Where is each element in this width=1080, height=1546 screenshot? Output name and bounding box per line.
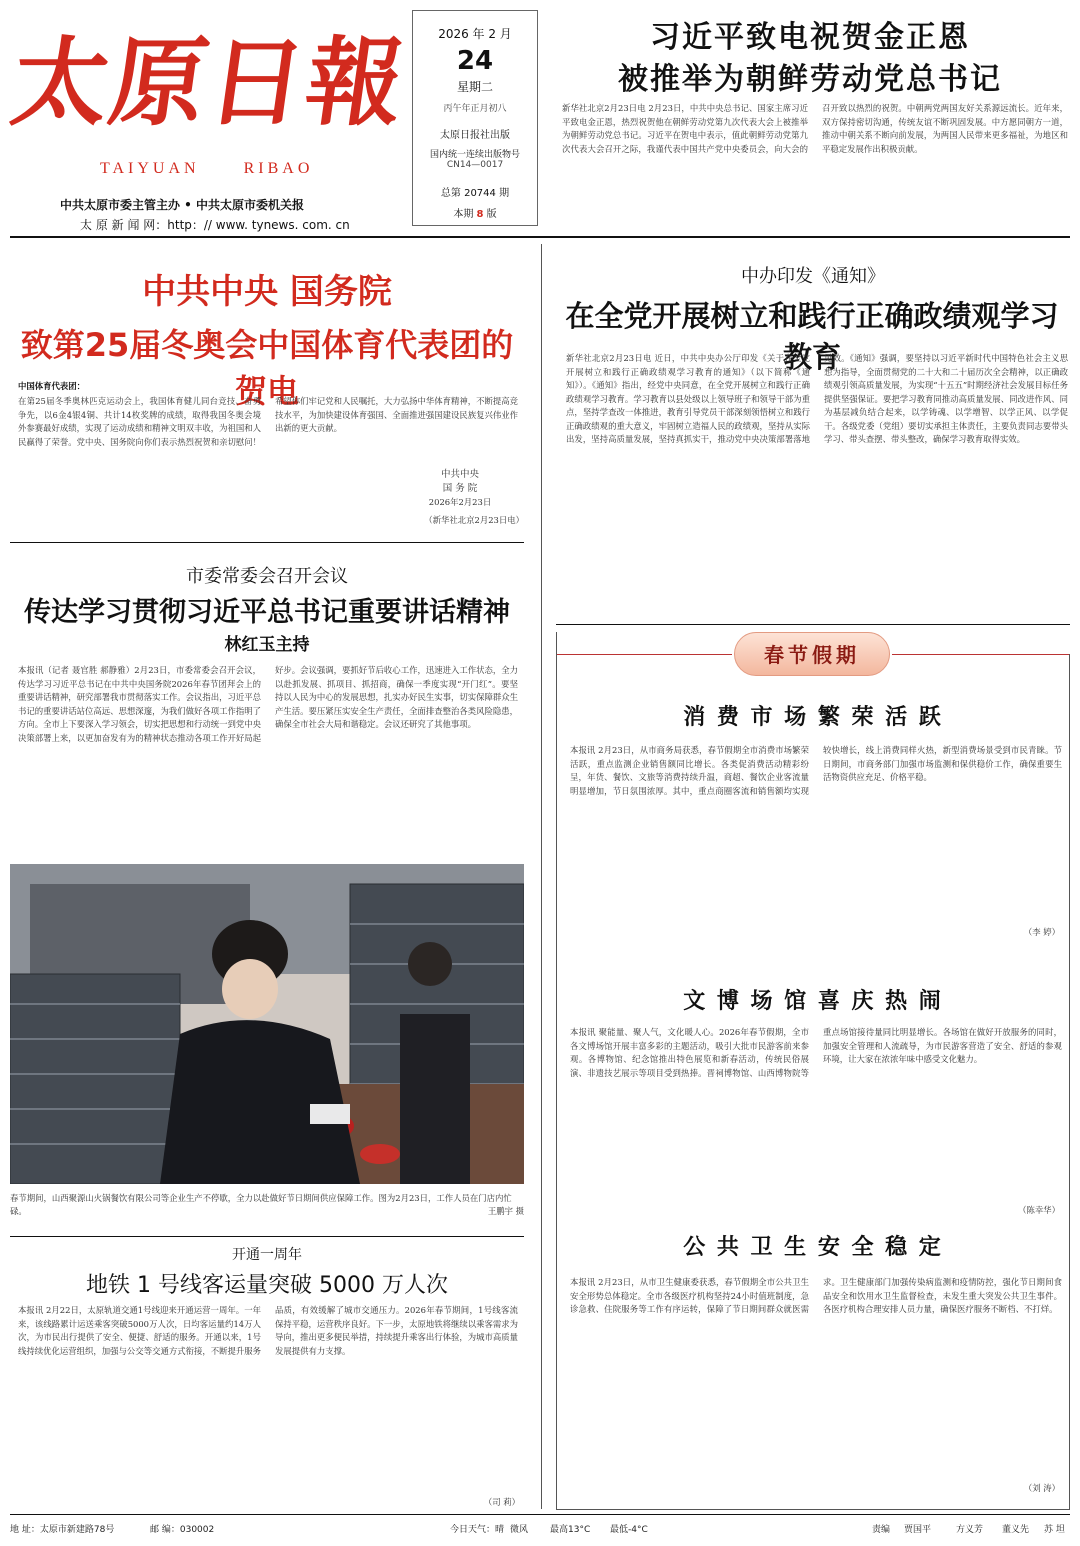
notice-body: 新华社北京2月23日电 近日，中共中央办公厅印发《关于在全党开展树立和践行正确政绩观学习教育的通知》（以下简称《通知》）。《通知》指出，经党中央同意，在全党开展树立和践行正确政绩观学习教育。学习教育以县处级以上领导班子和领导干部为重点，坚持学查改一体推进，教育引导党员干部深刻领悟树立和践行正确政绩观的重大意义，牢固树立造福人民的政绩观，坚持从实际出发，坚持高质量发展，坚持真抓实干，推动党中央决策部署落地见效。《通知》强调，要坚持以习近平新时代中国特色社会主义思想为指导，全面贯彻党的二十大和二十届历次全会精神，以正确政绩观引领高质量发展，为实现“十五五”时期经济社会发展目标任务提供坚强保证。要把学习教育同推动高质量发展、同改进作风、同为基层减负结合起来，以学铸魂、以学增智、以学正风、以学促干。各级党委（党组）要切实承担主体责任，主要负责同志要带头学习、带头查摆、带头整改，确保学习教育取得实效。: [566, 353, 1068, 444]
metro-kicker: 开通一周年: [232, 1247, 302, 1263]
date-day: 24: [456, 46, 494, 76]
health-byline: （刘 涛）: [1023, 1483, 1060, 1493]
divider-left-2: [10, 1236, 524, 1237]
photo-caption: 春节期间，山西聚源山火锅餐饮有限公司等企业生产不停歇，全力以赴做好节日期间供应保障工作。图为2月23日，工作人员在门店内忙碌。 王鹏宇 摄: [10, 1193, 524, 1216]
badge-line-right: [892, 654, 1070, 655]
footer-editor-2: 方义芳: [956, 1525, 984, 1535]
cn-label: 国内统一连续出版物号: [429, 150, 520, 160]
column-divider: [541, 244, 542, 1509]
newspaper-logo: 太原日報: [4, 26, 413, 139]
standing-body: 本报讯（记者 聂官胜 郝静雅）2月23日，市委常委会召开会议，传达学习习近平总书记在中共中央国务院2026年春节团拜会上的重要讲话精神，研究部署我市贯彻落实工作。会议指出，习近平总书记的重要讲话站位高远、思想深邃，为我们做好各项工作指明了方向。全市上下要深入学习领会，切实把思想和行动统一到党中央决策部署上来，以更加奋发有为的精神状态推动各项工作开好局起好步。会议强调，要抓好节后收心工作，迅速进入工作状态，全力以赴抓发展、抓项目、抓招商，确保一季度实现“开门红”。要坚持以人民为中心的发展思想，扎实办好民生实事，切实保障群众生产生活。要压紧压实安全生产责任，全面排查整治各类风险隐患，确保全市社会大局和谐稳定。会议还研究了其他事项。: [18, 665, 518, 743]
congrats-signature-1: 中共中央: [440, 469, 479, 480]
divider-left-1: [10, 542, 524, 543]
badge-line-left: [556, 654, 732, 655]
total-issue: 总第 20744 期: [440, 188, 510, 199]
metro-byline: （司 莉）: [483, 1497, 520, 1507]
date-box: [412, 10, 538, 226]
masthead-divider: [10, 236, 1070, 238]
photo-credit: 王鹏宇 摄: [487, 1206, 524, 1216]
congrats-headline-1[interactable]: 中共中央 国务院: [142, 272, 392, 312]
divider-right-1: [556, 624, 1070, 625]
health-body: 本报讯 2月23日，从市卫生健康委获悉，春节假期全市公共卫生安全形势总体稳定。全市各级医疗机构坚持24小时值班制度，急诊急救、住院服务等工作有序运转，保障了节日期间群众就医需求。卫生健康部门加强传染病监测和疫情防控，强化节日期间食品安全和饮用水卫生监督检查，未发生重大突发公共卫生事件。各医疗机构合理安排人员力量，确保医疗服务不断档、不打烊。: [570, 1277, 1062, 1314]
museum-body: 本报讯 聚能量、聚人气，文化暖人心。2026年春节假期，全市各文博场馆开展丰富多彩的主题活动，吸引大批市民游客前来参观。各博物馆、纪念馆推出特色展览和新春活动，传统民俗展演、非遗技艺展示等项目受到热捧。晋祠博物馆、山西博物院等重点场馆接待量同比明显增长。各场馆在做好开放服务的同时，加强安全管理和人流疏导，为市民游客营造了安全、舒适的参观环境，让大家在浓浓年味中感受文化魅力。: [570, 1027, 1062, 1078]
congrats-signature-2: 国 务 院: [442, 483, 478, 494]
footer-weather: 今日天气：晴: [450, 1525, 505, 1535]
footer-max-temp: 最高13°C: [550, 1525, 591, 1535]
footer-address: 地 址：太原市新建路78号: [10, 1525, 115, 1535]
metro-headline[interactable]: 地铁 1 号线客运量突破 5000 万人次: [86, 1273, 448, 1298]
consumption-byline: （李 婷）: [1023, 927, 1060, 937]
consumption-headline[interactable]: 消 费 市 场 繁 荣 活 跃: [683, 705, 943, 730]
consumption-body: 本报讯 2月23日，从市商务局获悉，春节假期全市消费市场繁荣活跃，重点监测企业销售额同比增长。各类促消费活动精彩纷呈，年货、餐饮、文旅等消费持续升温，商超、餐饮企业客流量明显增加，节日氛围浓厚。其中，重点商圈客流和销售额均实现较快增长，线上消费同样火热，新型消费场景受到市民青睐。节日期间，市商务部门加强市场监测和保供稳价工作，确保重要生活物资供应充足、价格平稳。: [570, 745, 1062, 796]
lunar-date: 丙午年正月初八: [443, 104, 507, 114]
footer-editor-label: 责编: [872, 1525, 891, 1535]
top-story-headline-1[interactable]: 习近平致电祝贺金正恩: [650, 20, 970, 55]
footer-divider: [10, 1514, 1070, 1515]
footer-editor-4: 苏 坦: [1044, 1525, 1065, 1535]
standing-kicker: 市委常委会召开会议: [186, 566, 348, 587]
masthead-romanization: [100, 160, 349, 178]
top-story-body: 新华社北京2月23日电 2月23日，中共中央总书记、国家主席习近平致电金正恩，热烈祝贺他在朝鲜劳动党第九次代表大会上被推举为朝鲜劳动党总书记。习近平在贺电中表示，值此朝鲜劳动党第九次代表大会召开之际，我谨代表中国共产党中央委员会，向大会的召开致以热烈的祝贺。中朝两党两国友好关系源远流长。近年来，双方保持密切沟通，传统友谊不断巩固发展。中方愿同朝方一道，推动中朝关系不断向前发展，为两国人民带来更多福祉，为地区和平稳定发展作出积极贡献。: [562, 103, 1068, 154]
top-story-headline-2[interactable]: 被推举为朝鲜劳动党总书记: [618, 62, 1002, 97]
holiday-box-bottom: [556, 1509, 1070, 1510]
standing-subhead: 林红玉主持: [224, 635, 310, 655]
congrats-salutation: 中国体育代表团：: [18, 381, 85, 391]
footer-postcode: 邮 编：030002: [150, 1525, 215, 1535]
congrats-sign-date: 2026年2月23日: [428, 497, 492, 507]
congrats-body: 在第25届冬季奥林匹克运动会上，我国体育健儿同台竞技、奋勇争先，以6金4银4铜、共计14枚奖牌的成绩，取得我国冬奥会境外参赛最好成绩，实现了运动成绩和精神文明双丰收，为祖国和人民赢得了荣誉。党中央、国务院向你们表示热烈祝贺和亲切慰问！希望你们牢记党和人民嘱托，大力弘扬中华体育精神，不断提高竞技水平，为加快建设体育强国、全面推进强国建设民族复兴伟业作出新的更大贡献。: [18, 396, 518, 447]
holiday-box-right: [1069, 654, 1070, 1510]
footer-min-temp: 最低-4°C: [610, 1525, 648, 1535]
congrats-headline-2[interactable]: 致第25届冬奥会中国体育代表团的贺电: [20, 326, 514, 410]
roman-right: RIBAO: [243, 160, 314, 177]
museum-headline[interactable]: 文 博 场 馆 喜 庆 热 闹: [683, 989, 943, 1014]
notice-headline[interactable]: 在全党开展树立和践行正确政绩观学习教育: [565, 299, 1059, 374]
notice-kicker: 中办印发《通知》: [741, 266, 885, 287]
congrats-source: （新华社北京2月23日电）: [424, 515, 524, 525]
website-link[interactable]: 太 原 新 闻 网：http：// www. tynews. com. cn: [80, 218, 350, 232]
standing-headline[interactable]: 传达学习贯彻习近平总书记重要讲话精神: [24, 597, 510, 628]
holiday-badge: 春节假期: [734, 632, 890, 676]
museum-byline: （陈幸华）: [1018, 1205, 1060, 1215]
roman-left: TAIYUAN: [100, 160, 200, 177]
date-weekday: 星期二: [456, 80, 493, 94]
cn-number: CN14—0017: [446, 160, 504, 170]
news-photo[interactable]: [10, 864, 524, 1184]
holiday-box-left: [556, 632, 557, 1510]
publisher: 太原日报社出版: [440, 130, 510, 141]
footer-editor-3: 董义先: [1002, 1525, 1030, 1535]
health-headline[interactable]: 公 共 卫 生 安 全 稳 定: [683, 1235, 943, 1260]
date-year-month: 2026 年 2 月: [438, 27, 512, 41]
photo-illustration: [10, 864, 524, 1184]
footer-wind: 微风: [510, 1525, 529, 1535]
footer-editor-1: 贾国平: [904, 1525, 932, 1535]
sponsor-line: 中共太原市委主管主办 • 中共太原市委机关报: [60, 198, 305, 212]
page-count: 本期 8 版: [453, 209, 497, 220]
metro-body: 本报讯 2月22日，太原轨道交通1号线迎来开通运营一周年。一年来，该线路累计运送乘客突破5000万人次，日均客运量约14万人次，为市民出行提供了安全、便捷、舒适的服务。开通以来，1号线持续优化运营组织，加强与公交等交通方式衔接，不断提升服务品质，有效缓解了城市交通压力。2026年春节期间，1号线客流保持平稳，运营秩序良好。下一步，太原地铁将继续以乘客需求为导向，推出更多便民举措，持续提升乘客出行体验，为城市高质量发展提供有力支撑。: [18, 1305, 518, 1356]
